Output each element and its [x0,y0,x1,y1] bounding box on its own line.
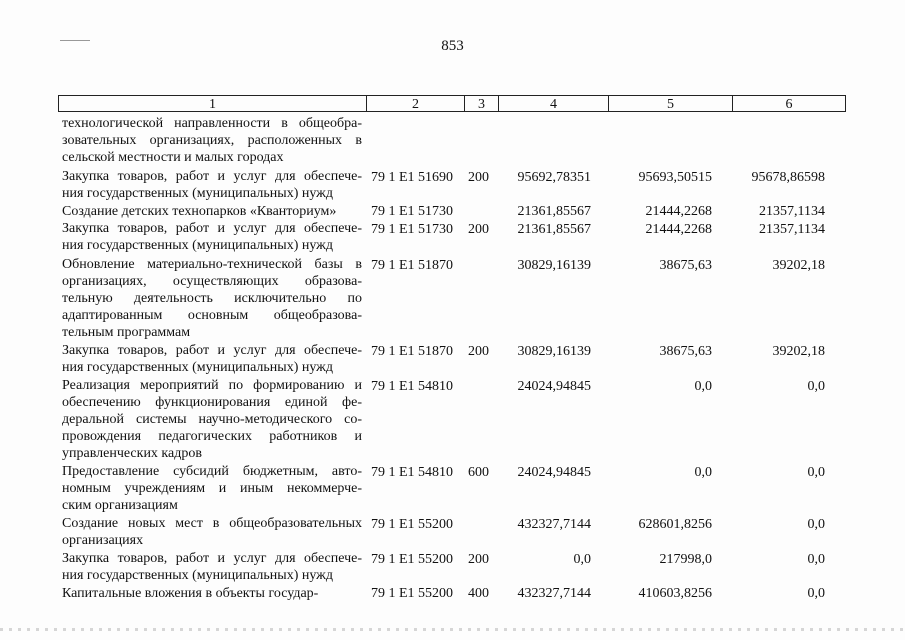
amount-col6: 39202,18 [772,258,825,273]
row-description [62,342,362,376]
description-line: Предоставление субсидий бюджетным, авто- [62,464,362,479]
amount-col6: 0,0 [807,465,825,480]
target-article-code: 79 1 E1 51730 [371,222,454,237]
row-description [62,515,362,549]
amount-col5: 0,0 [694,465,712,480]
description-line: Создание детских технопарков «Кванториум» [62,204,337,219]
amount-col5: 628601,8256 [638,517,712,532]
amount-col5: 21444,2268 [645,222,712,237]
row-description [62,168,362,202]
row-description [62,550,362,584]
description-line: Закупка товаров, работ и услуг для обеспече- [62,169,362,184]
row-description [62,463,362,514]
expense-type-code: 200 [468,344,489,359]
amount-col4: 21361,85567 [517,204,591,219]
column-header-4: 4 [498,95,608,112]
target-article-code: 79 1 E1 55200 [371,586,454,601]
description-line: провождения педагогических работников и [62,429,362,444]
expense-type-code: 600 [468,465,489,480]
description-line: тельным программам [62,325,191,340]
amount-col5: 95693,50515 [638,170,712,185]
description-line: организациях, осуществляющих образова- [62,274,362,289]
description-line: ния государственных (муниципальных) нужд [62,360,333,375]
target-article-code: 79 1 E1 51730 [371,204,454,219]
amount-col4: 21361,85567 [517,222,591,237]
amount-col4: 30829,16139 [517,258,591,273]
description-line: Обновление материально-технической базы в [62,257,362,272]
amount-col4: 432327,7144 [517,586,591,601]
description-line: Создание новых мест в общеобразовательных [62,516,362,531]
amount-col4: 30829,16139 [517,344,591,359]
description-line: ским организациям [62,498,178,513]
description-line: Капитальные вложения в объекты государ- [62,586,319,601]
target-article-code: 79 1 E1 55200 [371,517,454,532]
description-line: Закупка товаров, работ и услуг для обеспече- [62,221,362,236]
row-description [62,585,362,602]
amount-col5: 410603,8256 [638,586,712,601]
description-line: сельской местности и малых городах [62,150,284,165]
amount-col4: 24024,94845 [517,379,591,394]
amount-col6: 0,0 [807,517,825,532]
expense-type-code: 200 [468,552,489,567]
target-article-code: 79 1 E1 54810 [371,379,454,394]
amount-col6: 39202,18 [772,344,825,359]
amount-col6: 0,0 [807,552,825,567]
row-description [62,220,362,254]
amount-col4: 24024,94845 [517,465,591,480]
description-line: ния государственных (муниципальных) нужд [62,238,333,253]
target-article-code: 79 1 E1 51870 [371,344,454,359]
target-article-code: 79 1 E1 51690 [371,170,454,185]
expense-type-code: 400 [468,586,489,601]
row-description [62,203,362,220]
description-line: технологической направленности в общеобра- [62,116,362,131]
column-header-3: 3 [464,95,498,112]
description-line: тельную деятельность исключительно по [62,291,362,306]
column-header-1: 1 [58,95,366,112]
target-article-code: 79 1 E1 55200 [371,552,454,567]
column-header-6: 6 [732,95,846,112]
description-line: Реализация мероприятий по формированию и [62,378,362,393]
amount-col4: 95692,78351 [517,170,591,185]
expense-type-code: 200 [468,170,489,185]
description-line: Закупка товаров, работ и услуг для обеспече- [62,343,362,358]
target-article-code: 79 1 E1 51870 [371,258,454,273]
scan-edge-noise [0,628,905,631]
description-line: обеспечению функционирования единой фе- [62,395,362,410]
description-line: деральной системы научно-методического со- [62,412,362,427]
amount-col5: 217998,0 [659,552,712,567]
amount-col5: 21444,2268 [645,204,712,219]
expense-type-code: 200 [468,222,489,237]
description-line: управленческих кадров [62,446,202,461]
amount-col5: 38675,63 [659,258,712,273]
amount-col5: 38675,63 [659,344,712,359]
amount-col4: 432327,7144 [517,517,591,532]
description-line: ния государственных (муниципальных) нужд [62,568,333,583]
row-description [62,377,362,462]
page-number: 853 [441,38,464,54]
amount-col6: 21357,1134 [759,204,825,219]
description-line: Закупка товаров, работ и услуг для обеспече- [62,551,362,566]
description-line: номным учреждениям и иным некоммерче- [62,481,362,496]
description-line: организациях [62,533,144,548]
row-description [62,256,362,341]
scan-mark [60,40,90,41]
description-line: зовательных организациях, расположенных в [62,133,362,148]
column-header-2: 2 [366,95,464,112]
description-line: ния государственных (муниципальных) нужд [62,186,333,201]
amount-col6: 0,0 [807,379,825,394]
amount-col6: 95678,86598 [751,170,825,185]
target-article-code: 79 1 E1 54810 [371,465,454,480]
column-header-5: 5 [608,95,732,112]
row-description [62,115,362,166]
description-line: адаптированным основным общеобразова- [62,308,362,323]
amount-col4: 0,0 [573,552,591,567]
amount-col6: 21357,1134 [759,222,825,237]
amount-col6: 0,0 [807,586,825,601]
amount-col5: 0,0 [694,379,712,394]
